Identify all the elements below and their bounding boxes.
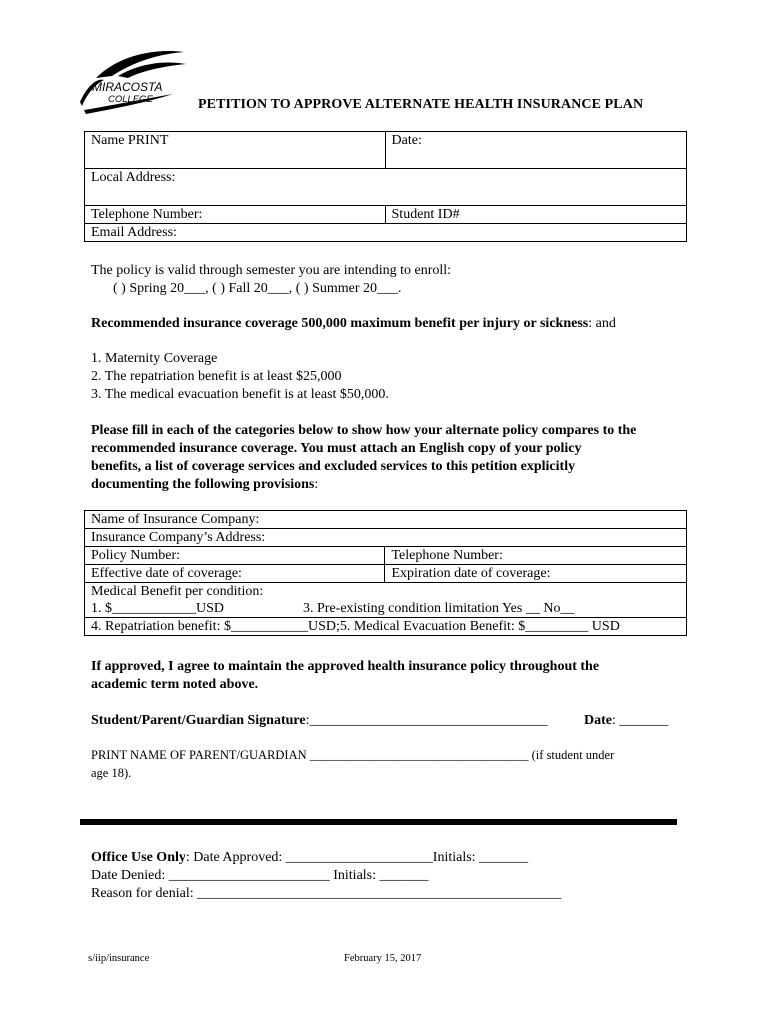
office-use-line-1 <box>91 849 528 867</box>
signature-date[interactable] <box>584 712 668 730</box>
medical-benefit-label: Medical Benefit per condition: <box>91 584 264 599</box>
student-info-table <box>84 131 687 242</box>
list-item: 3. The medical evacuation benefit is at least $50,000. <box>91 387 389 402</box>
company-telephone-label: Telephone Number: <box>391 548 503 563</box>
local-address-field[interactable] <box>85 169 687 206</box>
student-id-label: Student ID# <box>391 207 460 222</box>
instruction-colon: : <box>314 477 319 492</box>
company-address-label: Insurance Company’s Address: <box>91 530 266 545</box>
reason-for-denial-field: Reason for denial: ____________________________________________________ <box>91 886 562 901</box>
recommended-coverage-tail: : and <box>588 316 616 331</box>
policy-number-field[interactable] <box>85 547 385 565</box>
instruction-line-last <box>91 476 318 494</box>
telephone-field[interactable] <box>85 206 386 224</box>
date-label: Date: <box>391 133 422 148</box>
telephone-label: Telephone Number: <box>91 207 203 222</box>
name-label: Name PRINT <box>91 133 169 148</box>
expiration-date-field[interactable] <box>385 565 687 583</box>
instruction-line: documenting the following provisions <box>91 477 315 492</box>
benefit-line-1-3 <box>91 600 680 617</box>
date-denied-field: Date Denied: _______________________ Initials: _______ <box>91 868 429 883</box>
date-field[interactable] <box>385 132 686 169</box>
expiration-date-label: Expiration date of coverage: <box>391 566 551 581</box>
instruction-line: Please fill in each of the categories below to show how your alternate policy compares to the <box>91 423 637 438</box>
local-address-label: Local Address: <box>91 170 176 185</box>
email-field[interactable] <box>85 224 687 242</box>
date-approved-field: : Date Approved: _____________________Initials: _______ <box>185 850 529 865</box>
logo-text-college: COLLEGE <box>108 94 153 105</box>
parent-print-name-cont: age 18). <box>91 766 132 780</box>
signature-line[interactable] <box>91 712 547 730</box>
signature-blank: :__________________________________ <box>305 713 548 728</box>
section-divider <box>80 819 677 825</box>
recommended-coverage <box>91 315 616 333</box>
policy-number-label: Policy Number: <box>91 548 181 563</box>
college-logo <box>78 44 188 116</box>
policy-term-intro: The policy is valid through semester you are intending to enroll: <box>91 263 452 278</box>
instruction-line: benefits, a list of coverage services and excluded services to this petition explicitly <box>91 459 576 474</box>
instruction-line: recommended insurance coverage. You must attach an English copy of your policy <box>91 441 582 456</box>
medical-benefit-field[interactable] <box>85 583 687 618</box>
office-use-label: Office Use Only <box>91 850 186 865</box>
company-telephone-field[interactable] <box>385 547 687 565</box>
effective-date-label: Effective date of coverage: <box>91 566 242 581</box>
company-name-field[interactable] <box>85 511 687 529</box>
recommended-coverage-bold: Recommended insurance coverage 500,000 maximum benefit per injury or sickness <box>91 316 589 331</box>
footer-date: February 15, 2017 <box>344 953 422 964</box>
parent-print-name[interactable]: PRINT NAME OF PARENT/GUARDIAN ___________________________________ (if student under <box>91 748 615 762</box>
repatriation-evacuation-field[interactable] <box>85 618 687 636</box>
agreement-line: If approved, I agree to maintain the approved health insurance policy throughout the <box>91 659 600 674</box>
medical-benefit-amount[interactable]: 1. $____________USD <box>91 601 225 616</box>
effective-date-field[interactable] <box>85 565 385 583</box>
list-item: 2. The repatriation benefit is at least $25,000 <box>91 369 342 384</box>
signature-date-label: Date <box>584 713 612 728</box>
list-item: 1. Maternity Coverage <box>91 351 218 366</box>
semester-options[interactable]: ( ) Spring 20___, ( ) Fall 20___, ( ) Summer 20___. <box>113 281 402 296</box>
page-title: PETITION TO APPROVE ALTERNATE HEALTH INSURANCE PLAN <box>198 97 644 112</box>
agreement-line: academic term noted above. <box>91 677 259 692</box>
logo-text-miracosta: MIRACOSTA <box>92 80 163 94</box>
name-field[interactable] <box>85 132 386 169</box>
signature-label: Student/Parent/Guardian Signature <box>91 713 306 728</box>
footer-path: s/iip/insurance <box>88 953 150 964</box>
signature-date-blank: : _______ <box>612 713 669 728</box>
student-id-field[interactable] <box>385 206 686 224</box>
repatriation-evacuation-label: 4. Repatriation benefit: $___________USD;5. Medical Evacuation Benefit: $_________ USD <box>91 619 620 634</box>
insurance-table <box>84 510 687 636</box>
preexisting-condition[interactable]: 3. Pre-existing condition limitation Yes __ No__ <box>303 601 575 616</box>
email-label: Email Address: <box>91 225 177 240</box>
company-name-label: Name of Insurance Company: <box>91 512 260 527</box>
company-address-field[interactable] <box>85 529 687 547</box>
